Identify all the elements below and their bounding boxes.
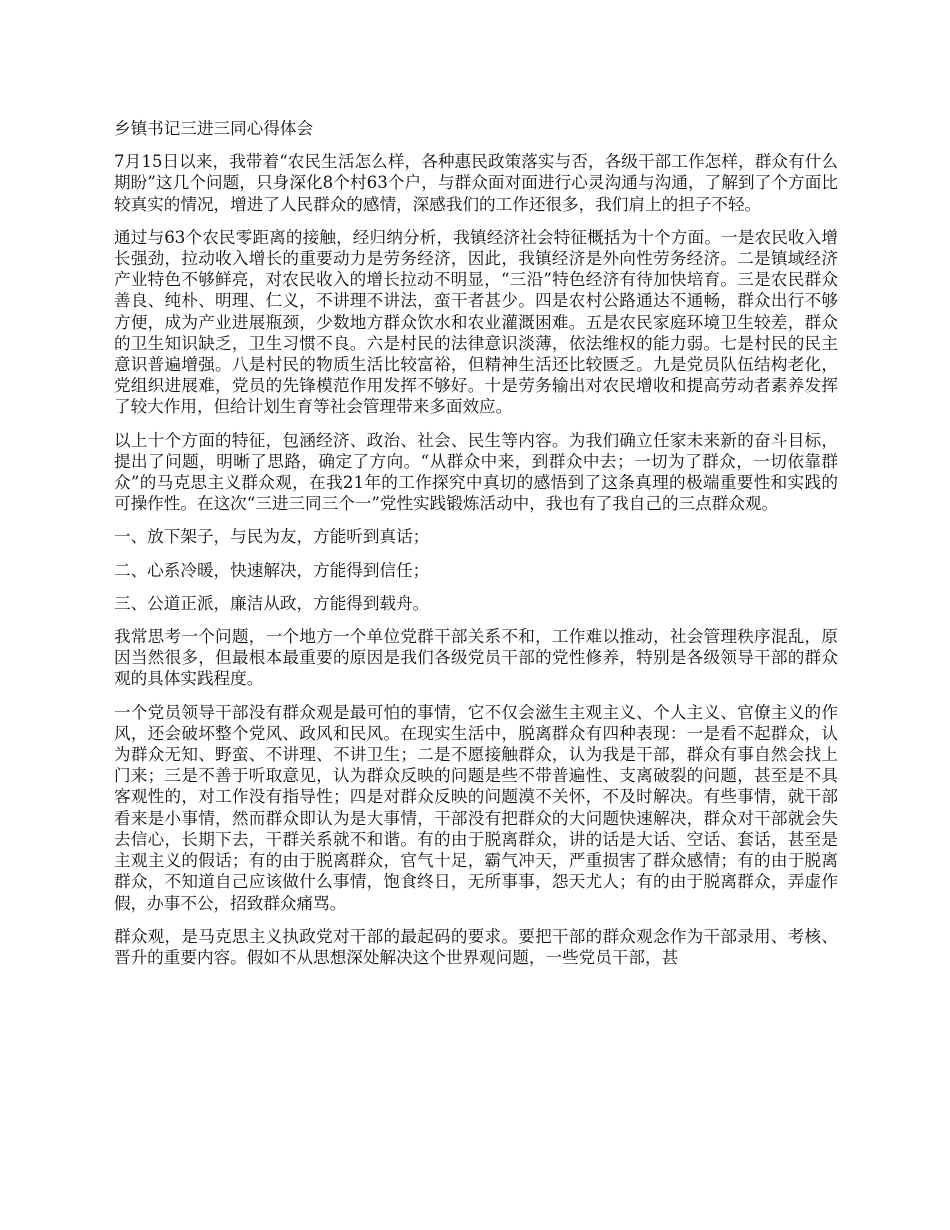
paragraph-intro: 7月15日以来，我带着“农民生活怎么样，各种惠民政策落实与否，各级干部工作怎样，群众有什么期盼”这几个问题，只身深化8个村63个户，与群众面对面进行心灵沟通与沟通，了解到了个方面比较真实的情况，增进了人民群众的感情，深感我们的工作还很多，我们肩上的担子不轻。 [114,152,838,214]
paragraph-point-three: 三、公道正派，廉洁从政，方能得到载舟。 [114,593,430,613]
paragraph-reflection: 我常思考一个问题，一个地方一个单位党群干部关系不和，工作难以推动，社会管理秩序混乱，原因当然很多，但最根本最重要的原因是我们各级党员干部的党性修养，特别是各级领导干部的群众观的具体实践程度。 [114,627,838,689]
document-page [114,118,838,980]
paragraph-point-one: 一、放下架子，与民为友，方能听到真话； [114,527,430,547]
paragraph-four-manifestations: 一个党员领导干部没有群众观是最可怕的事情，它不仅会滋生主观主义、个人主义、官僚主义的作风，还会破坏整个党风、政风和民风。在现实生活中，脱离群众有四种表现：一是看不起群众，认为群众无知、野蛮、不讲理、不讲卫生；二是不愿接触群众，认为我是干部，群众有事自然会找上门来；三是不善于听取意见，认为群众反映的问题是些不带普遍性、支离破裂的问题，甚至是不具客观性的，对工作没有指导性；四是对群众反映的问题漠不关怀，不及时解决。有些事情，就干部看来是小事情，然而群众即认为是大事情，干部没有把群众的大问题快速解决，群众对干部就会失去信心，长期下去，干群关系就不和谐。有的由于脱离群众，讲的话是大话、空话、套话，甚至是主观主义的假话；有的由于脱离群众，官气十足，霸气冲天，严重损害了群众感情；有的由于脱离群众，不知道自己应该做什么事情，饱食终日，无所事事，怨天尤人；有的由于脱离群众，弄虚作假，办事不公，招致群众痛骂。 [114,702,838,913]
paragraph-summary: 以上十个方面的特征，包涵经济、政治、社会、民生等内容。为我们确立任家未来新的奋斗目标，提出了问题，明晰了思路，确定了方向。“从群众中来，到群众中去；一切为了群众，一切依靠群众”的马克思主义群众观，在我21年的工作探究中真切的感悟到了这条真理的极端重要性和实践的可操作性。在这次“三进三同三个一”党性实践锻炼活动中，我也有了我自己的三点群众观。 [114,430,838,514]
paragraph-mass-view: 群众观，是马克思主义执政党对干部的最起码的要求。要把干部的群众观念作为干部录用、考核、晋升的重要内容。假如不从思想深处解决这个世界观问题，一些党员干部，甚 [114,926,838,967]
paragraph-ten-aspects: 通过与63个农民零距离的接触，经归纳分析，我镇经济社会特征概括为十个方面。一是农民收入增长强劲，拉动收入增长的重要动力是劳务经济，因此，我镇经济是外向性劳务经济。二是镇域经济产业特色不够鲜亮，对农民收入的增长拉动不明显，“三沿”特色经济有待加快培育。三是农民群众善良、纯朴、明理、仁义，不讲理不讲法，蛮干者甚少。四是农村公路通达不通畅，群众出行不够方便，成为产业进展瓶颈，少数地方群众饮水和农业灌溉困难。五是农民家庭环境卫生较差，群众的卫生知识缺乏，卫生习惯不良。六是村民的法律意识淡薄，依法维权的能力弱。七是村民的民主意识普遍增强。八是村民的物质生活比较富裕，但精神生活还比较匮乏。九是党员队伍结构老化，党组织进展难，党员的先锋模范作用发挥不够好。十是劳务输出对农民增收和提高劳动者素养发挥了较大作用，但给计划生育等社会管理带来多面效应。 [114,227,838,417]
document-title: 乡镇书记三进三同心得体会 [114,119,314,138]
paragraph-point-two: 二、心系冷暖，快速解决，方能得到信任； [114,560,430,580]
